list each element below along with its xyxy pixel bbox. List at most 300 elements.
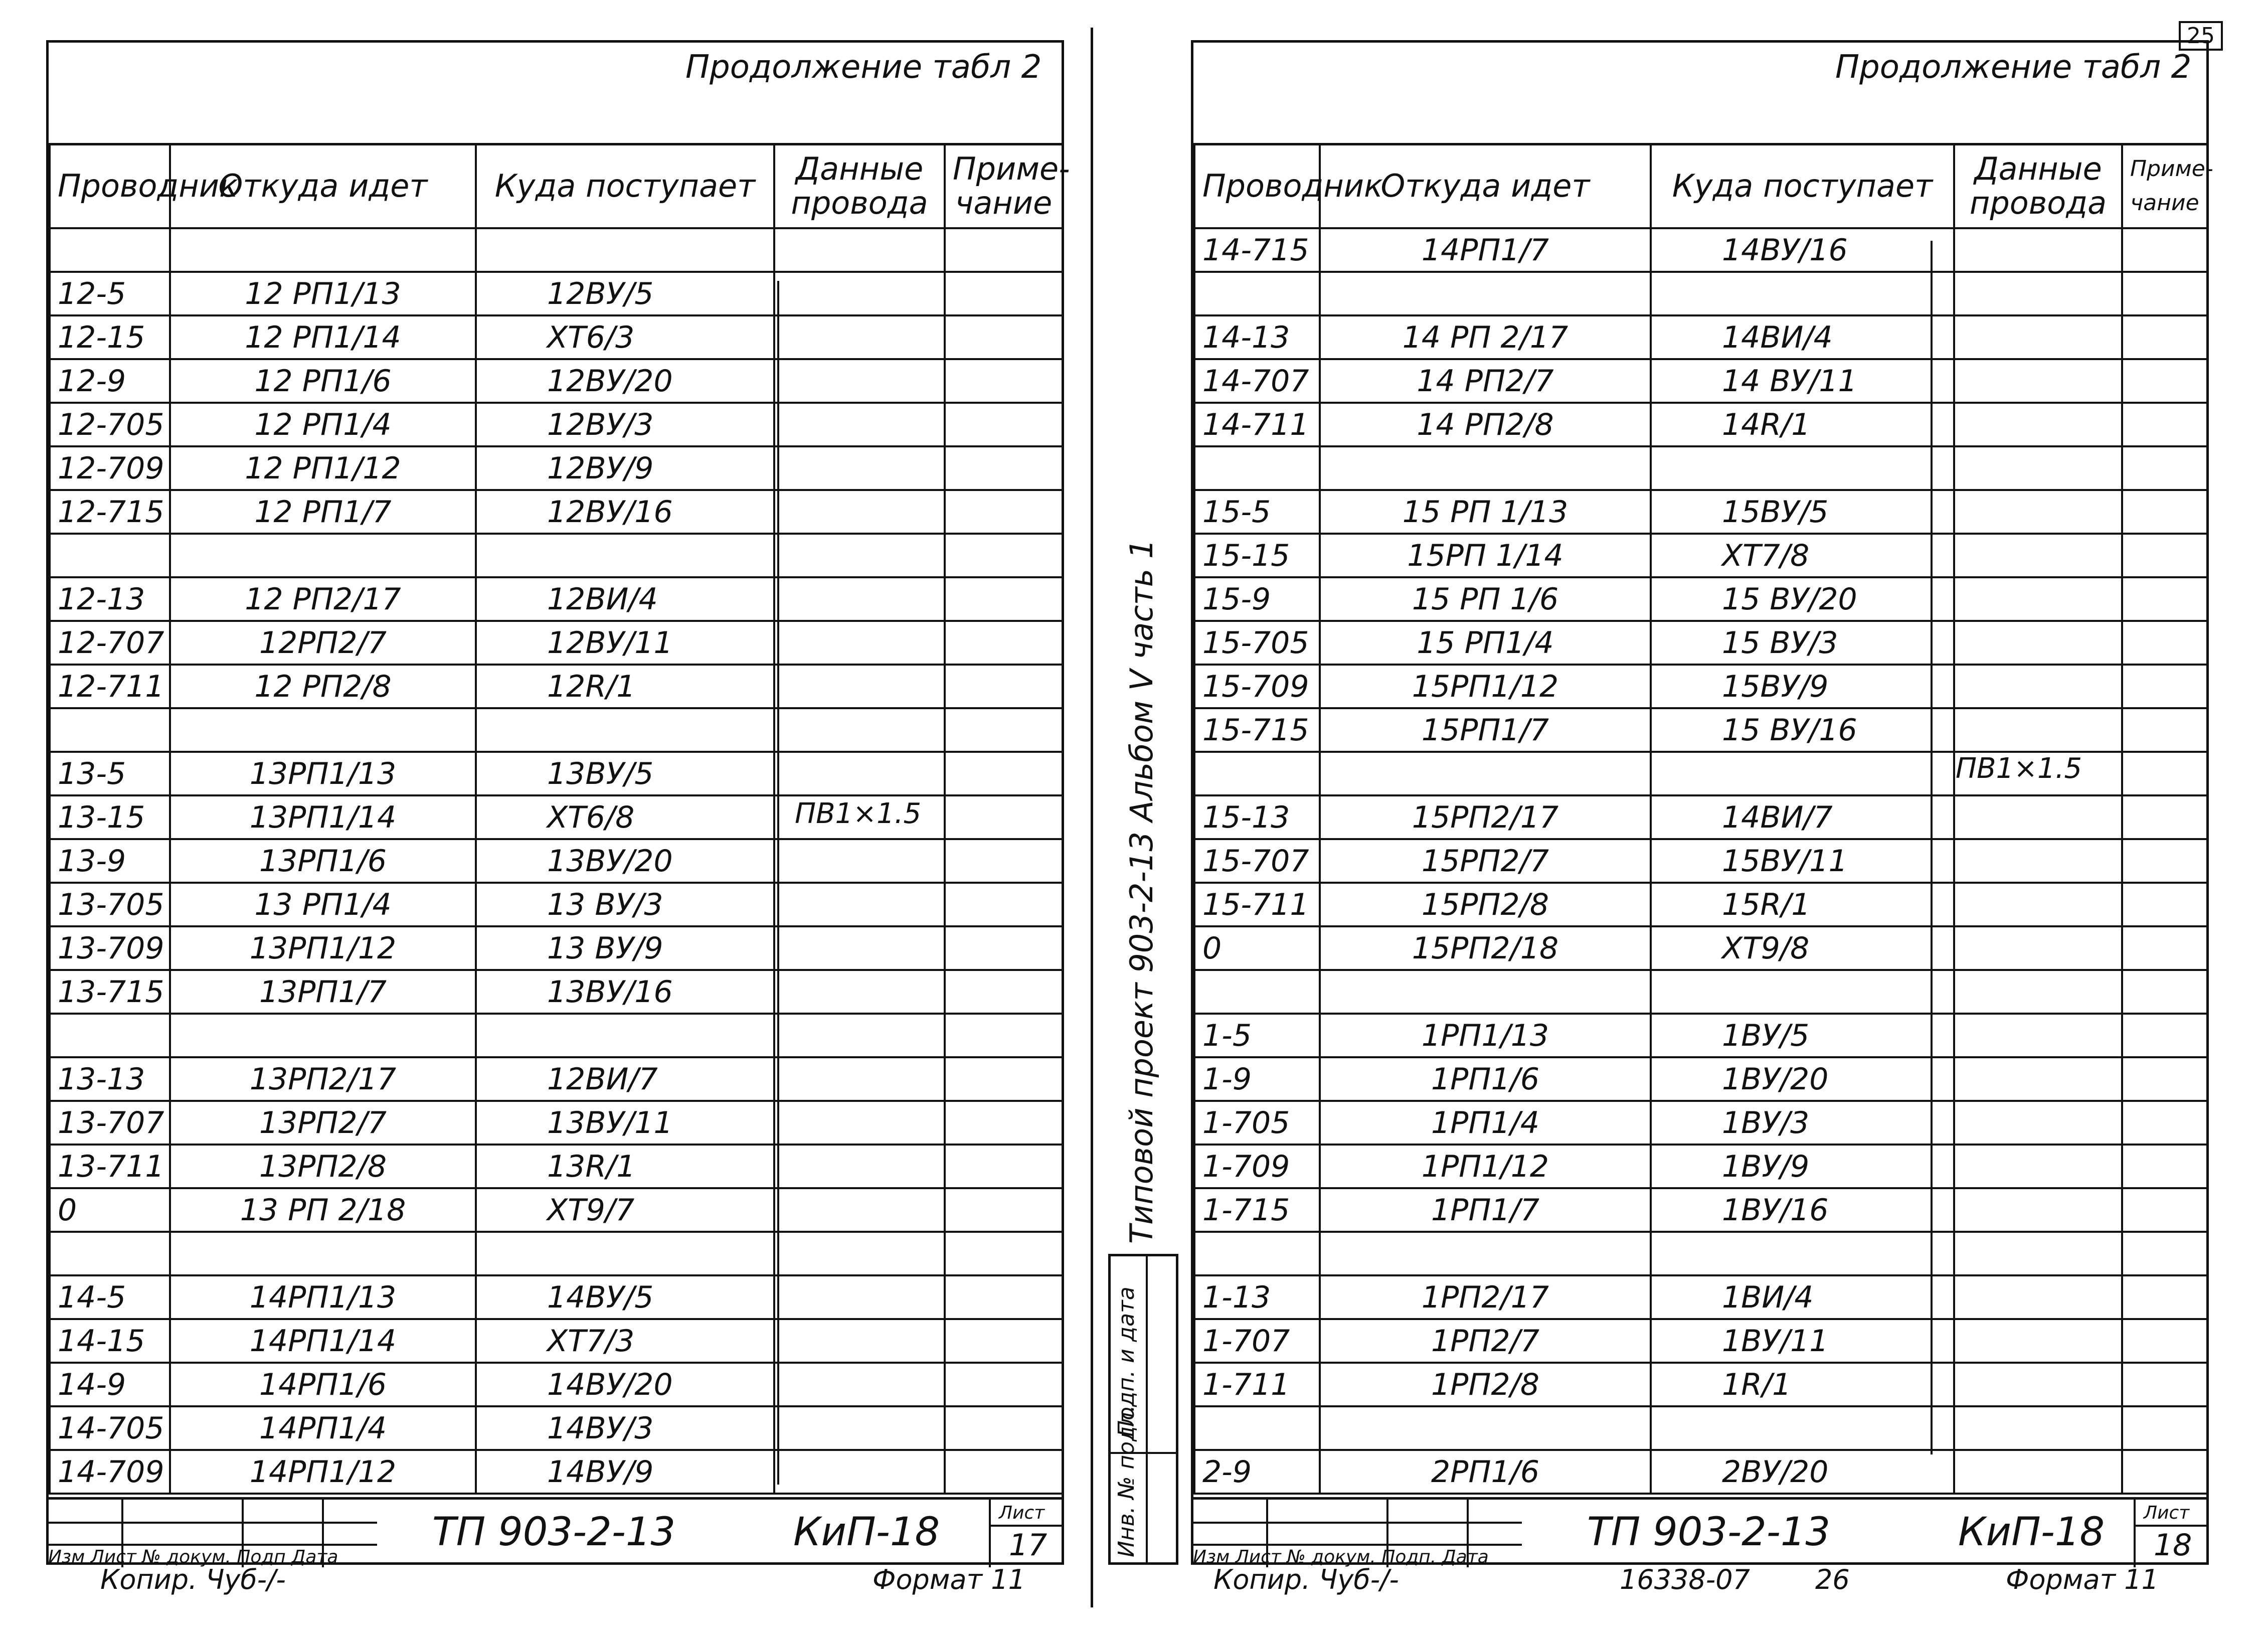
wire-data-cell xyxy=(1954,577,2122,621)
note-cell xyxy=(2122,970,2207,1014)
note-cell xyxy=(2122,1450,2207,1494)
table-row xyxy=(50,1145,1063,1188)
table-row xyxy=(1194,1188,2207,1232)
note-cell xyxy=(945,1319,1063,1363)
right-stamp-sheet-label: Лист xyxy=(2144,1503,2190,1523)
conductor-cell xyxy=(1194,1406,1320,1450)
to-cell: 12ВУ/3 xyxy=(476,403,774,446)
note-cell xyxy=(945,1406,1063,1450)
from-cell: 12 РП1/7 xyxy=(170,490,476,534)
note-cell xyxy=(945,272,1063,315)
conductor-cell xyxy=(50,1014,170,1057)
table-row xyxy=(1194,315,2207,359)
left-footer-format: Формат 11 xyxy=(873,1564,1025,1595)
table-row xyxy=(1194,795,2207,839)
to-cell: 15ВУ/11 xyxy=(1651,839,1954,883)
to-cell: 1R/1 xyxy=(1651,1363,1954,1406)
note-cell xyxy=(945,795,1063,839)
wire-data-cell xyxy=(1954,883,2122,926)
to-cell: 1ВУ/20 xyxy=(1651,1057,1954,1101)
wire-data-cell xyxy=(774,1188,945,1232)
table-row xyxy=(50,621,1063,665)
conductor-cell: 12-13 xyxy=(50,577,170,621)
note-cell xyxy=(945,490,1063,534)
to-cell: 1ВУ/9 xyxy=(1651,1145,1954,1188)
center-divider xyxy=(1091,28,1093,1607)
left-header-conductor: Проводник xyxy=(50,144,170,228)
note-cell xyxy=(2122,446,2207,490)
left-brace xyxy=(767,281,779,1485)
to-cell: ХТ9/7 xyxy=(476,1188,774,1232)
table-row xyxy=(50,1406,1063,1450)
table-row xyxy=(1194,359,2207,403)
side-stamp-sign: Подп. и дата xyxy=(1114,1286,1139,1437)
to-cell: 12ВУ/5 xyxy=(476,272,774,315)
right-footer-number2: 26 xyxy=(1815,1564,1850,1595)
conductor-cell: 1-705 xyxy=(1194,1101,1320,1145)
to-cell: 13ВУ/5 xyxy=(476,752,774,795)
wire-data-cell xyxy=(774,1145,945,1188)
conductor-cell: 1-707 xyxy=(1194,1319,1320,1363)
left-continuation-title: Продолжение табл 2 xyxy=(685,49,1042,86)
left-header-wire-data: Данные провода xyxy=(774,144,945,228)
right-header-from: Откуда идет xyxy=(1320,144,1651,228)
conductor-cell: 14-15 xyxy=(50,1319,170,1363)
from-cell: 13РП1/13 xyxy=(170,752,476,795)
from-cell: 12 РП1/4 xyxy=(170,403,476,446)
wire-data-cell xyxy=(774,1014,945,1057)
conductor-cell: 14-707 xyxy=(1194,359,1320,403)
note-cell xyxy=(2122,752,2207,795)
to-cell: 14ВУ/16 xyxy=(1651,228,1954,272)
to-cell: ХТ7/3 xyxy=(476,1319,774,1363)
from-cell: 14РП1/7 xyxy=(1320,228,1651,272)
from-cell xyxy=(170,708,476,752)
wire-data-cell xyxy=(774,1363,945,1406)
to-cell: 15 ВУ/20 xyxy=(1651,577,1954,621)
note-cell xyxy=(2122,1319,2207,1363)
wire-data-cell xyxy=(774,621,945,665)
to-cell: ХТ6/3 xyxy=(476,315,774,359)
wire-data-cell xyxy=(774,403,945,446)
to-cell: 14ВИ/4 xyxy=(1651,315,1954,359)
table-row xyxy=(50,1232,1063,1275)
from-cell: 12 РП1/6 xyxy=(170,359,476,403)
conductor-cell: 13-705 xyxy=(50,883,170,926)
wire-data-cell xyxy=(774,1275,945,1319)
left-stamp-code: ТП 903-2-13 xyxy=(432,1510,676,1555)
right-wire-data: ПВ1×1.5 xyxy=(1956,752,2082,785)
note-cell xyxy=(945,926,1063,970)
wire-data-cell xyxy=(774,577,945,621)
table-row xyxy=(50,1057,1063,1101)
left-stamp-sheet: 17 xyxy=(1009,1528,1048,1563)
note-cell xyxy=(2122,621,2207,665)
note-cell xyxy=(2122,1101,2207,1145)
from-cell: 15РП1/7 xyxy=(1320,708,1651,752)
note-cell xyxy=(2122,1232,2207,1275)
from-cell: 14 РП2/7 xyxy=(1320,359,1651,403)
from-cell: 15РП1/12 xyxy=(1320,665,1651,708)
right-header-conductor: Проводник xyxy=(1194,144,1320,228)
table-row xyxy=(50,1188,1063,1232)
from-cell: 15 РП1/4 xyxy=(1320,621,1651,665)
left-header-from: Откуда идет xyxy=(170,144,476,228)
note-cell xyxy=(2122,490,2207,534)
from-cell: 13РП1/7 xyxy=(170,970,476,1014)
conductor-cell: 1-711 xyxy=(1194,1363,1320,1406)
conductor-cell: 15-711 xyxy=(1194,883,1320,926)
from-cell: 15 РП 1/13 xyxy=(1320,490,1651,534)
from-cell: 14РП1/14 xyxy=(170,1319,476,1363)
album-sidebar-text: Типовой проект 903-2-13 Альбом V часть 1 xyxy=(1123,539,1160,1244)
from-cell xyxy=(1320,272,1651,315)
note-cell xyxy=(2122,1275,2207,1319)
right-brace xyxy=(1921,241,1933,1454)
table-row xyxy=(1194,708,2207,752)
note-cell xyxy=(2122,272,2207,315)
from-cell: 12 РП2/8 xyxy=(170,665,476,708)
to-cell: 15 ВУ/3 xyxy=(1651,621,1954,665)
table-row xyxy=(50,272,1063,315)
wire-data-cell xyxy=(1954,926,2122,970)
table-row xyxy=(50,446,1063,490)
note-cell xyxy=(2122,1188,2207,1232)
conductor-cell: 15-13 xyxy=(1194,795,1320,839)
from-cell: 1РП2/7 xyxy=(1320,1319,1651,1363)
from-cell xyxy=(1320,1232,1651,1275)
wire-data-cell xyxy=(774,490,945,534)
conductor-cell: 1-715 xyxy=(1194,1188,1320,1232)
conductor-cell: 15-15 xyxy=(1194,534,1320,577)
left-stamp-sheet-label: Лист xyxy=(999,1503,1045,1523)
conductor-cell: 15-705 xyxy=(1194,621,1320,665)
note-cell xyxy=(2122,1057,2207,1101)
note-cell xyxy=(945,1363,1063,1406)
table-row xyxy=(1194,228,2207,272)
to-cell: 15R/1 xyxy=(1651,883,1954,926)
to-cell: 13ВУ/16 xyxy=(476,970,774,1014)
wire-data-cell xyxy=(1954,534,2122,577)
wire-data-cell xyxy=(1954,228,2122,272)
note-cell xyxy=(2122,883,2207,926)
right-header-note: Приме- чание xyxy=(2122,144,2207,228)
from-cell xyxy=(170,1014,476,1057)
wire-data-cell xyxy=(774,1450,945,1494)
note-cell xyxy=(2122,1406,2207,1450)
from-cell: 1РП1/13 xyxy=(1320,1014,1651,1057)
from-cell: 12 РП1/13 xyxy=(170,272,476,315)
to-cell xyxy=(1651,970,1954,1014)
wire-data-cell xyxy=(1954,1057,2122,1101)
table-row xyxy=(1194,534,2207,577)
note-cell xyxy=(2122,795,2207,839)
conductor-cell: 12-705 xyxy=(50,403,170,446)
note-cell xyxy=(945,665,1063,708)
table-row xyxy=(50,970,1063,1014)
from-cell xyxy=(1320,446,1651,490)
to-cell xyxy=(1651,1406,1954,1450)
table-row xyxy=(50,839,1063,883)
wire-data-cell xyxy=(1954,1101,2122,1145)
note-cell xyxy=(2122,708,2207,752)
conductor-cell: 12-9 xyxy=(50,359,170,403)
to-cell: 14ВИ/7 xyxy=(1651,795,1954,839)
right-stamp-cols: Изм Лист № докум. Подп. Дата xyxy=(1193,1547,1489,1567)
from-cell xyxy=(1320,970,1651,1014)
note-cell xyxy=(2122,926,2207,970)
conductor-cell: 13-5 xyxy=(50,752,170,795)
wire-data-cell xyxy=(774,359,945,403)
from-cell: 13РП1/14 xyxy=(170,795,476,839)
conductor-cell: 15-707 xyxy=(1194,839,1320,883)
note-cell xyxy=(945,315,1063,359)
wire-data-cell xyxy=(1954,795,2122,839)
right-header-wire-data: Данные провода xyxy=(1954,144,2122,228)
to-cell: 15ВУ/9 xyxy=(1651,665,1954,708)
note-cell xyxy=(945,1101,1063,1145)
wire-data-cell xyxy=(1954,1145,2122,1188)
to-cell: 1ВУ/11 xyxy=(1651,1319,1954,1363)
table-row xyxy=(50,708,1063,752)
wire-data-cell xyxy=(1954,1450,2122,1494)
table-row xyxy=(1194,839,2207,883)
left-header-note: Приме- чание xyxy=(945,144,1063,228)
table-row xyxy=(1194,490,2207,534)
conductor-cell: 14-709 xyxy=(50,1450,170,1494)
wire-data-cell xyxy=(774,1319,945,1363)
conductor-cell: 13-709 xyxy=(50,926,170,970)
from-cell: 14 РП2/8 xyxy=(1320,403,1651,446)
to-cell xyxy=(476,1232,774,1275)
wire-data-cell xyxy=(774,1406,945,1450)
right-stamp-doc: КиП-18 xyxy=(1958,1510,2105,1555)
wire-data-cell xyxy=(1954,621,2122,665)
table-row xyxy=(1194,1406,2207,1450)
note-cell xyxy=(2122,228,2207,272)
from-cell xyxy=(170,228,476,272)
table-row xyxy=(1194,1319,2207,1363)
conductor-cell: 2-9 xyxy=(1194,1450,1320,1494)
wire-data-cell xyxy=(774,1057,945,1101)
note-cell xyxy=(945,446,1063,490)
table-row xyxy=(1194,1275,2207,1319)
table-row xyxy=(1194,577,2207,621)
from-cell xyxy=(1320,1406,1651,1450)
left-title-block xyxy=(46,1497,1064,1567)
to-cell: 2ВУ/20 xyxy=(1651,1450,1954,1494)
conductor-cell: 13-715 xyxy=(50,970,170,1014)
to-cell: 14ВУ/20 xyxy=(476,1363,774,1406)
note-cell xyxy=(2122,534,2207,577)
note-cell xyxy=(945,621,1063,665)
to-cell xyxy=(476,708,774,752)
to-cell: 14ВУ/3 xyxy=(476,1406,774,1450)
note-cell xyxy=(945,577,1063,621)
conductor-cell xyxy=(1194,1232,1320,1275)
note-cell xyxy=(945,359,1063,403)
conductor-cell: 14-5 xyxy=(50,1275,170,1319)
wire-data-cell xyxy=(1954,359,2122,403)
to-cell xyxy=(1651,1232,1954,1275)
wire-data-cell xyxy=(1954,839,2122,883)
note-cell xyxy=(945,1232,1063,1275)
table-row xyxy=(1194,1450,2207,1494)
conductor-cell: 13-13 xyxy=(50,1057,170,1101)
note-cell xyxy=(2122,1363,2207,1406)
table-row xyxy=(50,577,1063,621)
from-cell: 1РП1/12 xyxy=(1320,1145,1651,1188)
table-row xyxy=(50,1363,1063,1406)
from-cell xyxy=(170,1232,476,1275)
from-cell: 15РП2/18 xyxy=(1320,926,1651,970)
right-stamp-sheet: 18 xyxy=(2154,1528,2192,1563)
from-cell: 12РП2/7 xyxy=(170,621,476,665)
wire-data-cell xyxy=(774,970,945,1014)
from-cell: 1РП2/8 xyxy=(1320,1363,1651,1406)
from-cell: 1РП1/4 xyxy=(1320,1101,1651,1145)
wire-data-cell xyxy=(1954,708,2122,752)
conductor-cell xyxy=(50,708,170,752)
note-cell xyxy=(2122,1145,2207,1188)
from-cell: 14РП1/4 xyxy=(170,1406,476,1450)
to-cell: 13 ВУ/3 xyxy=(476,883,774,926)
from-cell: 14 РП 2/17 xyxy=(1320,315,1651,359)
from-cell: 13РП1/6 xyxy=(170,839,476,883)
side-stamp-inv: Инв. № подл. xyxy=(1114,1405,1139,1557)
right-stamp-code: ТП 903-2-13 xyxy=(1587,1510,1831,1555)
from-cell: 1РП2/17 xyxy=(1320,1275,1651,1319)
table-row xyxy=(1194,446,2207,490)
wire-data-cell xyxy=(1954,315,2122,359)
from-cell xyxy=(170,534,476,577)
to-cell: 12ВУ/20 xyxy=(476,359,774,403)
page-number: 25 xyxy=(2179,21,2223,51)
to-cell: 1ВИ/4 xyxy=(1651,1275,1954,1319)
conductor-cell: 13-9 xyxy=(50,839,170,883)
conductor-cell: 14-715 xyxy=(1194,228,1320,272)
from-cell: 1РП1/7 xyxy=(1320,1188,1651,1232)
wire-data-cell xyxy=(774,883,945,926)
to-cell: 14ВУ/5 xyxy=(476,1275,774,1319)
to-cell: 1ВУ/16 xyxy=(1651,1188,1954,1232)
table-row xyxy=(1194,883,2207,926)
conductor-cell: 1-5 xyxy=(1194,1014,1320,1057)
table-row xyxy=(50,359,1063,403)
conductor-cell xyxy=(1194,272,1320,315)
conductor-cell: 15-709 xyxy=(1194,665,1320,708)
left-header-to: Куда поступает xyxy=(476,144,774,228)
to-cell: ХТ9/8 xyxy=(1651,926,1954,970)
from-cell: 15РП2/17 xyxy=(1320,795,1651,839)
to-cell xyxy=(476,228,774,272)
wire-data-cell xyxy=(1954,970,2122,1014)
from-cell: 15 РП 1/6 xyxy=(1320,577,1651,621)
wire-data-cell xyxy=(774,926,945,970)
conductor-cell xyxy=(50,534,170,577)
table-row xyxy=(50,883,1063,926)
note-cell xyxy=(945,1188,1063,1232)
from-cell: 13РП2/8 xyxy=(170,1145,476,1188)
right-header-to: Куда поступает xyxy=(1651,144,1954,228)
note-cell xyxy=(945,970,1063,1014)
note-cell xyxy=(2122,839,2207,883)
to-cell: ХТ6/8 xyxy=(476,795,774,839)
to-cell: 14 ВУ/11 xyxy=(1651,359,1954,403)
note-cell xyxy=(2122,577,2207,621)
to-cell: 12ВИ/7 xyxy=(476,1057,774,1101)
note-cell xyxy=(945,403,1063,446)
from-cell: 15РП 1/14 xyxy=(1320,534,1651,577)
from-cell: 2РП1/6 xyxy=(1320,1450,1651,1494)
conductor-cell: 12-707 xyxy=(50,621,170,665)
table-row xyxy=(1194,1363,2207,1406)
conductor-cell xyxy=(50,228,170,272)
note-cell xyxy=(2122,359,2207,403)
to-cell: 15 ВУ/16 xyxy=(1651,708,1954,752)
to-cell xyxy=(1651,446,1954,490)
to-cell: 1ВУ/5 xyxy=(1651,1014,1954,1057)
table-row xyxy=(50,1101,1063,1145)
note-cell xyxy=(945,1450,1063,1494)
from-cell: 15РП2/7 xyxy=(1320,839,1651,883)
to-cell: 1ВУ/3 xyxy=(1651,1101,1954,1145)
to-cell: 12ВИ/4 xyxy=(476,577,774,621)
conductor-cell: 1-709 xyxy=(1194,1145,1320,1188)
right-continuation-title: Продолжение табл 2 xyxy=(1835,49,2192,86)
conductor-cell: 0 xyxy=(50,1188,170,1232)
to-cell: 12ВУ/9 xyxy=(476,446,774,490)
wire-data-cell xyxy=(774,839,945,883)
wire-data-cell xyxy=(774,315,945,359)
wire-data-cell xyxy=(774,752,945,795)
wire-data-cell xyxy=(774,1232,945,1275)
to-cell: 12ВУ/11 xyxy=(476,621,774,665)
conductor-cell xyxy=(1194,752,1320,795)
wire-data-cell xyxy=(1954,272,2122,315)
to-cell: 15ВУ/5 xyxy=(1651,490,1954,534)
wire-data-cell xyxy=(774,446,945,490)
table-row xyxy=(50,665,1063,708)
note-cell xyxy=(945,1014,1063,1057)
to-cell: ХТ7/8 xyxy=(1651,534,1954,577)
conductor-cell: 14-9 xyxy=(50,1363,170,1406)
table-row xyxy=(50,752,1063,795)
note-cell xyxy=(945,1057,1063,1101)
note-cell xyxy=(945,1145,1063,1188)
from-cell: 12 РП1/14 xyxy=(170,315,476,359)
wire-data-cell xyxy=(1954,490,2122,534)
wire-data-cell xyxy=(1954,1319,2122,1363)
to-cell xyxy=(1651,752,1954,795)
wire-data-cell xyxy=(774,665,945,708)
to-cell xyxy=(1651,272,1954,315)
from-cell: 12 РП1/12 xyxy=(170,446,476,490)
conductor-cell: 13-707 xyxy=(50,1101,170,1145)
note-cell xyxy=(945,534,1063,577)
conductor-cell: 15-9 xyxy=(1194,577,1320,621)
to-cell: 13 ВУ/9 xyxy=(476,926,774,970)
to-cell: 13ВУ/20 xyxy=(476,839,774,883)
from-cell: 12 РП2/17 xyxy=(170,577,476,621)
note-cell xyxy=(2122,1014,2207,1057)
conductor-cell: 12-5 xyxy=(50,272,170,315)
note-cell xyxy=(2122,315,2207,359)
conductor-cell: 13-711 xyxy=(50,1145,170,1188)
conductor-cell: 13-15 xyxy=(50,795,170,839)
table-row xyxy=(50,926,1063,970)
wire-data-cell xyxy=(1954,1406,2122,1450)
